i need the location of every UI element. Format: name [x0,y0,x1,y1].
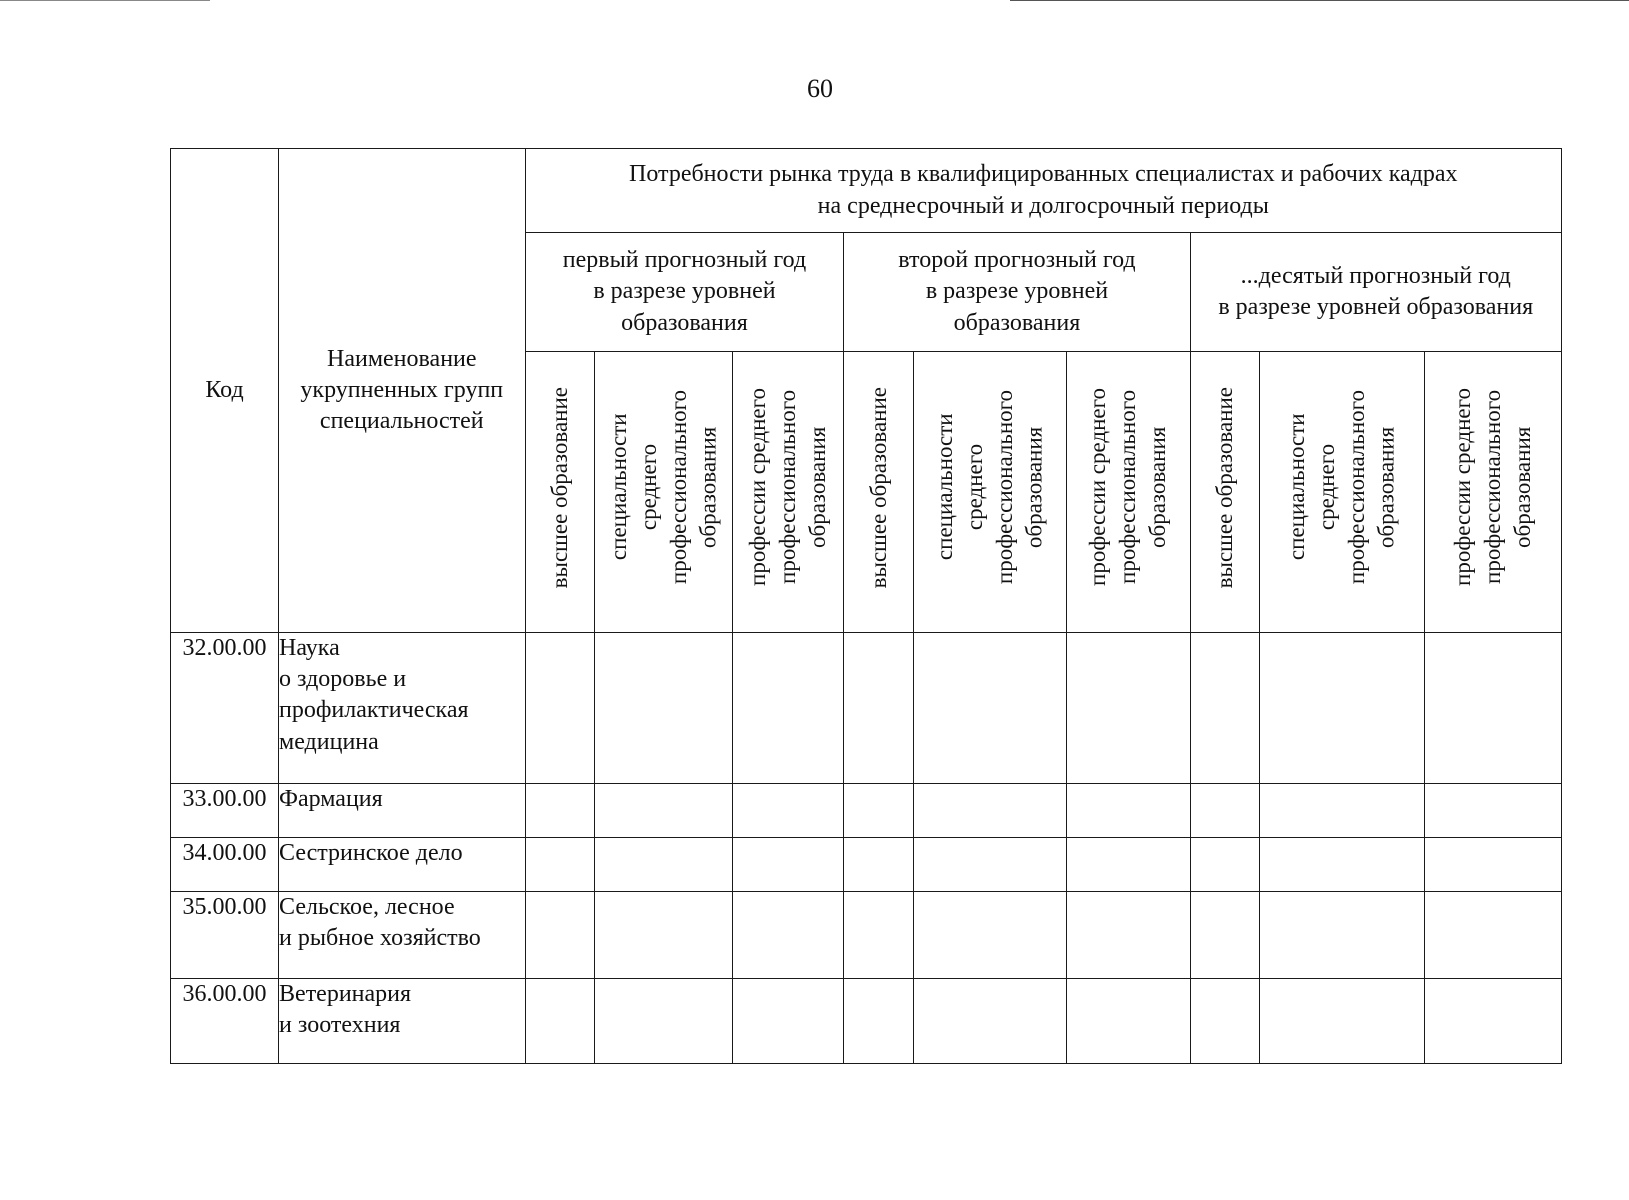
header-labor-market-needs [525,149,1561,233]
value-cell [525,892,594,979]
value-cell [1425,784,1562,838]
value-cell [733,633,844,784]
header-year-line: ...десятый прогнозный год [1240,262,1511,289]
value-cell [594,979,732,1064]
row-name-line: медицина [279,728,379,755]
table-row [171,979,1562,1064]
header-tenth-forecast-year [1190,233,1561,352]
vertical-label-line: образования [805,426,831,549]
value-cell [1190,784,1259,838]
header-year-line: первый прогнозный год [562,247,807,274]
value-cell [1066,633,1190,784]
table-row [171,892,1562,979]
vertical-label-line: среднего [635,444,661,531]
row-name-line: и рыбное хозяйство [279,925,481,952]
header-code: Код [171,149,279,633]
value-cell [594,633,732,784]
header-year-line: второй прогнозный год [898,247,1136,274]
value-cell [525,784,594,838]
value-cell [844,838,913,892]
row-name-line: и зоотехния [279,1012,401,1039]
labor-market-needs-table [170,148,1562,1064]
value-cell [844,784,913,838]
header-spo-professions [733,352,844,633]
vertical-label-line: профессионального [1344,390,1370,585]
value-cell [1259,892,1425,979]
header-second-forecast-year [844,233,1190,352]
row-name [279,633,526,784]
value-cell [1190,892,1259,979]
row-code: 35.00.00 [171,892,279,979]
header-year-line: в разрезе уровней образования [1218,294,1534,320]
value-cell [1190,838,1259,892]
value-cell [844,892,913,979]
vertical-label-line: профессии среднего [745,388,771,587]
row-name [279,892,526,979]
table-row [171,784,1562,838]
value-cell [1425,633,1562,784]
value-cell [1066,892,1190,979]
value-cell [1066,838,1190,892]
row-code: 32.00.00 [171,633,279,784]
vertical-label-line: профессионального [991,390,1017,585]
value-cell [733,979,844,1064]
vertical-label-line: профессионального [775,390,801,585]
header-first-forecast-year [525,233,844,352]
vertical-label-line: специальности [931,414,957,561]
value-cell [913,979,1066,1064]
row-name-line: Наука [279,635,340,661]
vertical-label-line: высшее образование [865,386,891,589]
page-number: 60 [807,74,833,103]
value-cell [844,979,913,1064]
header-year-line: образования [953,309,1081,336]
value-cell [594,784,732,838]
row-name [279,838,526,892]
header-spo-specialties [594,352,732,633]
header-higher-education [844,352,913,633]
header-spo-specialties [913,352,1066,633]
header-higher-education [1190,352,1259,633]
value-cell [1259,633,1425,784]
top-scan-line-right [1010,0,1629,1]
value-cell [913,633,1066,784]
header-spo-professions [1425,352,1562,633]
header-higher-education [525,352,594,633]
vertical-label-line: профессии среднего [1450,388,1476,587]
vertical-label-line: профессионального [665,390,691,585]
row-name [279,979,526,1064]
vertical-label-line: высшее образование [1211,386,1237,589]
table-row [171,838,1562,892]
value-cell [525,838,594,892]
value-cell [594,838,732,892]
header-group-name [279,149,526,633]
value-cell [1066,784,1190,838]
value-cell [1425,979,1562,1064]
vertical-label-line: специальности [1284,414,1310,561]
header-name-line: укрупненных групп [300,376,504,403]
row-code: 33.00.00 [171,784,279,838]
row-code: 34.00.00 [171,838,279,892]
vertical-label-line: образования [1373,426,1399,549]
vertical-label-line: специальности [605,414,631,561]
value-cell [1066,979,1190,1064]
vertical-label-line: образования [1510,426,1536,549]
vertical-label-line: образования [1145,426,1171,549]
top-scan-line-left [0,0,210,1]
row-name-line: профилактическая [279,697,469,724]
value-cell [844,633,913,784]
value-cell [1190,979,1259,1064]
vertical-label-line: образования [1021,426,1047,549]
vertical-label-line: профессионального [1115,390,1141,585]
value-cell [1425,838,1562,892]
value-cell [913,892,1066,979]
row-name-line: о здоровье и [279,666,407,693]
header-year-line: в разрезе уровней [593,278,776,305]
header-year-line: в разрезе уровней [925,278,1109,305]
header-main-line: Потребности рынка труда в квалифицированных специалистах и рабочих кадрах [629,161,1458,188]
row-name-line: Фармация [279,786,383,812]
value-cell [594,892,732,979]
header-main-line: на среднесрочный и долгосрочный периоды [817,192,1269,219]
vertical-label-line: среднего [1314,444,1340,531]
vertical-label-line: профессионального [1480,390,1506,585]
row-code: 36.00.00 [171,979,279,1064]
header-spo-professions [1066,352,1190,633]
row-name-line: Сельское, лесное [279,894,455,920]
row-name [279,784,526,838]
value-cell [1259,979,1425,1064]
vertical-label-line: высшее образование [546,386,572,589]
value-cell [525,633,594,784]
value-cell [733,784,844,838]
value-cell [1259,784,1425,838]
value-cell [525,979,594,1064]
vertical-label-line: среднего [961,444,987,531]
table-row [171,633,1562,784]
vertical-label-line: профессии среднего [1085,388,1111,587]
row-name-line: Сестринское дело [279,840,463,866]
vertical-label-line: образования [695,426,721,549]
value-cell [1425,892,1562,979]
header-year-line: образования [621,309,748,336]
value-cell [913,784,1066,838]
header-name-line: Наименование [327,345,477,372]
value-cell [1259,838,1425,892]
header-name-line: специальностей [319,408,484,435]
value-cell [1190,633,1259,784]
value-cell [913,838,1066,892]
value-cell [733,892,844,979]
value-cell [733,838,844,892]
row-name-line: Ветеринария [279,981,412,1007]
header-spo-specialties [1259,352,1425,633]
